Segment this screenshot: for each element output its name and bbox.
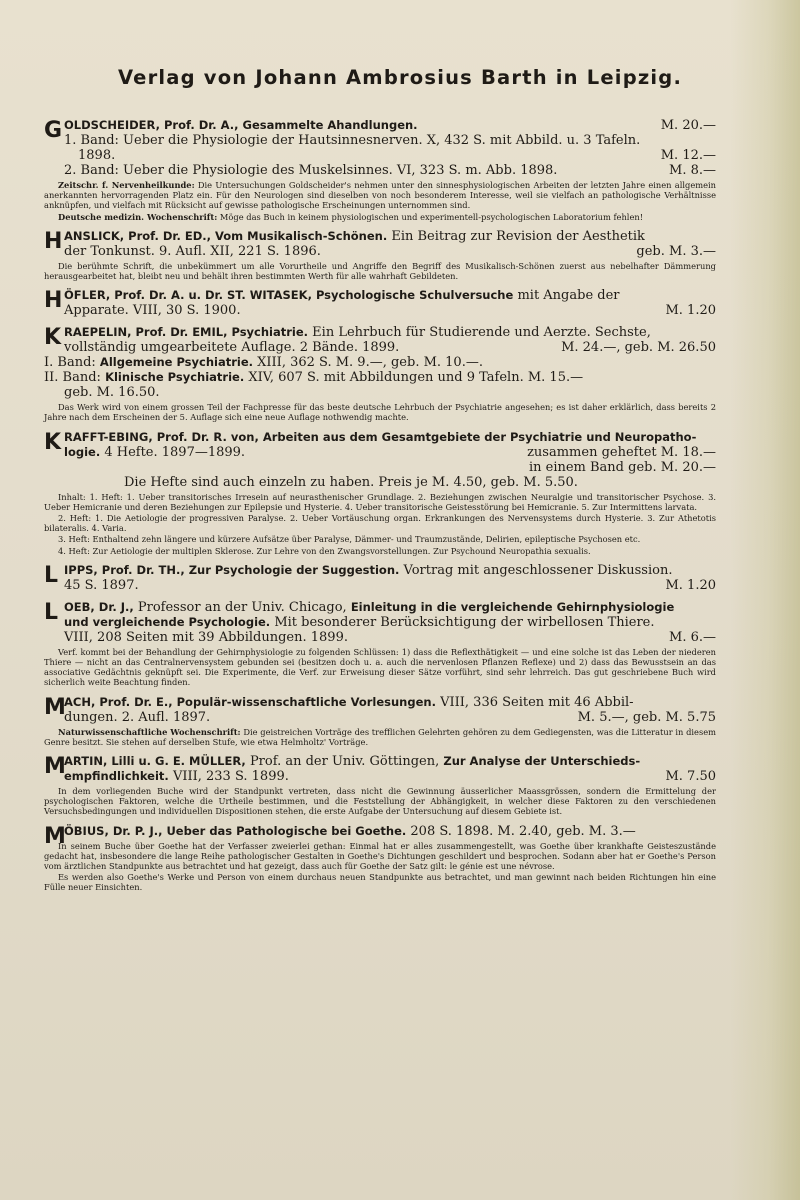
drop-cap: H bbox=[44, 288, 63, 314]
entry-moebius bbox=[44, 824, 716, 893]
entry-details: VIII, 233 S. 1899. bbox=[172, 769, 289, 785]
drop-cap: G bbox=[44, 118, 63, 143]
entry-details: 208 S. 1898. M. 2.40, geb. M. 3.— bbox=[410, 823, 636, 839]
review-body: Es werden also Goethe's Werke und Person von einem durchaus neuen Standpunkte aus betrachtet, und man gewinnt nach beiden Richtungen hin eine Fülle neuer Einsichten. bbox=[44, 872, 716, 893]
entry-price-bound: in einem Band geb. M. 20.— bbox=[528, 459, 716, 475]
volume-price: M. 8.— bbox=[669, 163, 716, 178]
entry-details: 4 Hefte. 1897—1899. bbox=[104, 444, 246, 460]
entry-subtitle: Ein Lehrbuch für Studierende und Aerzte. Sechste, bbox=[312, 325, 651, 341]
contents-item: 1. Heft: 1. Ueber transitorisches Irresein auf neurasthenischer Grundlage. 2. Beziehungen zwischen Neuralgie und transitorischer Psychose. 3. Ueber Hemicranie und deren Beziehungen zur Epilepsie und Hysterie. 4. Ueber transitorische Geistesstörung bei Hemicranie. 5. Zur Intermittens larvata. bbox=[44, 491, 716, 512]
contents-item: 4. Heft: Zur Aetiologie der multiplen Sklerose. Zur Lehre von den Zwangsvorstellungen. Zur Psychound Neuropathia sexualis. bbox=[58, 545, 591, 556]
review-body: Die geistreichen Vorträge des trefflichen Gelehrten gehören zu dem Gediegensten, was die Litteratur in diesem Genre besitzt. Sie stehen auf derselben Stufe, wie etwa Helmholtz' Vorträge. bbox=[44, 726, 716, 747]
drop-cap: M bbox=[44, 694, 66, 720]
drop-cap: H bbox=[44, 228, 63, 254]
entry-kraepelin bbox=[44, 325, 716, 422]
entry-mach bbox=[44, 695, 716, 747]
entry-subtitle: Zur Analyse der Unterschieds- bbox=[443, 754, 641, 769]
entry-title: RAFFT-EBING, Prof. Dr. R. von, Arbeiten aus dem Gesamtgebiete der Psychiatrie und Neuropatho- bbox=[64, 429, 697, 444]
entry-price: geb. M. 3.— bbox=[636, 243, 716, 259]
volume-price: M. 12.— bbox=[660, 148, 716, 163]
entry-details: 45 S. 1897. bbox=[64, 577, 139, 593]
entry-title: ARTIN, Lilli u. G. E. MÜLLER, bbox=[64, 754, 246, 769]
entry-subtitle: mit Angabe der bbox=[517, 288, 620, 304]
review-body: Die berühmte Schrift, die unbekümmert um alle Vorurtheile und Angriffe den Begriff des Musikalisch-Schönen zuerst aus nebelhafter Dämmerung herausgearbeitet hat, bleibt neu und behält ihren bestimmten Werth für alle wahrhaft Gebildeten. bbox=[44, 260, 716, 282]
entry-martin-mueller bbox=[44, 754, 716, 817]
entry-details: der Tonkunst. 9. Aufl. XII, 221 S. 1896. bbox=[64, 243, 321, 259]
publisher-heading: Verlag von Johann Ambrosius Barth in Leipzig. bbox=[117, 66, 683, 89]
entry-loeb bbox=[44, 600, 716, 688]
entry-title: IPPS, Prof. Dr. TH., Zur Psychologie der Suggestion. bbox=[64, 562, 400, 577]
entry-price: M. 1.20 bbox=[665, 303, 716, 319]
entry-price: M. 7.50 bbox=[665, 769, 716, 785]
catalog-list bbox=[44, 118, 716, 900]
entry-title-cont: empfindlichkeit. bbox=[64, 769, 169, 784]
entry-subtitle: Einleitung in die vergleichende Gehirnphysiologie bbox=[350, 599, 675, 614]
volume-price: geb. M. 16.50. bbox=[64, 385, 160, 401]
entry-title: ANSLICK, Prof. Dr. ED., Vom Musikalisch-Schönen. bbox=[64, 228, 388, 243]
review-text bbox=[44, 180, 716, 222]
entry-price: M. 20.— bbox=[660, 118, 716, 133]
volume-label: I. Band: bbox=[44, 355, 96, 371]
drop-cap: K bbox=[44, 325, 62, 351]
volume-label: II. Band: bbox=[44, 370, 101, 386]
contents-label: Inhalt: bbox=[58, 491, 86, 502]
volume-title: Klinische Psychiatrie. bbox=[105, 370, 245, 385]
review-body: Verf. kommt bei der Behandlung der Gehirnphysiologie zu folgenden Schlüssen: 1) dass die Reflexthätigkeit — und eine solche ist das Leben der niederen Thiere — nicht an das Centralnervensystem gebunden sei (besitzen doch u. a. auch die nervenlosen Pflanzen Reflexe) und 2) dass das Bewusstsein an das associative Gedächtnis geknüpft sei. Die Experimente, die Verf. zur Erweisung dieser Sätze vorführt, sind sehr lehrreich. Das gut geschriebene Buch wird sicherlich weite Beachtung finden. bbox=[44, 646, 716, 688]
entry-title: ÖBIUS, Dr. P. J., Ueber das Pathologische bei Goethe. bbox=[64, 823, 407, 838]
entry-title: OLDSCHEIDER, Prof. Dr. A., Gesammelte Ahandlungen. bbox=[64, 118, 418, 132]
entry-hoefler bbox=[44, 288, 716, 318]
entry-price: M. 24.—, geb. M. 26.50 bbox=[561, 340, 716, 356]
entry-subtitle: VIII, 336 Seiten mit 46 Abbil- bbox=[440, 694, 634, 710]
review-source: Naturwissenschaftliche Wochenschrift: bbox=[58, 726, 241, 737]
entry-goldscheider bbox=[44, 118, 716, 222]
entry-price: M. 6.— bbox=[669, 629, 716, 645]
volume-details: XIV, 607 S. mit Abbildungen und 9 Tafeln. M. 15.— bbox=[248, 370, 584, 386]
review-source: Deutsche medizin. Wochenschrift: bbox=[58, 211, 218, 222]
contents-item: 2. Heft: 1. Die Aetiologie der progressiven Paralyse. 2. Ueber Vortäuschung organ. Erkrankungen des Nervensystems durch Hysterie. 3. Zur Athetotis bilateralis. 4. Varia. bbox=[44, 513, 716, 534]
drop-cap: K bbox=[44, 429, 62, 455]
entry-details: Apparate. VIII, 30 S. 1900. bbox=[64, 303, 241, 319]
page-edge-shading bbox=[730, 0, 800, 1200]
review-source: Zeitschr. f. Nervenheilkunde: bbox=[58, 180, 195, 190]
entry-availability: Die Hefte sind auch einzeln zu haben. Preis je M. 4.50, geb. M. 5.50. bbox=[124, 474, 578, 490]
entry-details: dungen. 2. Aufl. 1897. bbox=[64, 709, 211, 725]
entry-title-cont: und vergleichende Psychologie. bbox=[64, 614, 271, 629]
entry-hanslick bbox=[44, 229, 716, 281]
review-body: In dem vorliegenden Buche wird der Standpunkt vertreten, dass nicht die Gewinnung äusserlicher Maassgrössen, sondern die Ermittelung der psychologischen Faktoren, welche die Urtheile bestimmen, und die Feststellung der Abhängigkeit, in welcher diese Faktoren zu den verschiedenen Versuchsbedingungen und individuellen Dispositionen stehen, die erste Aufgabe der Untersuchung auf diesem Gebiete ist. bbox=[44, 786, 716, 817]
entry-title: OEB, Dr. J., bbox=[64, 599, 134, 614]
drop-cap: M bbox=[44, 823, 66, 849]
entry-details: VIII, 208 Seiten mit 39 Abbildungen. 1899. bbox=[64, 629, 348, 645]
drop-cap: M bbox=[44, 754, 66, 780]
entry-title: RAEPELIN, Prof. Dr. EMIL, Psychiatrie. bbox=[64, 325, 309, 340]
volume-line: 1. Band: Ueber die Physiologie der Hautsinnesnerven. X, 432 S. mit Abbild. u. 3 Tafeln. bbox=[64, 133, 641, 148]
entry-title: ACH, Prof. Dr. E., Populär-wissenschaftliche Vorlesungen. bbox=[64, 694, 436, 709]
review-body: Möge das Buch in keinem physiologischen und experimentell-psychologischen Laboratorium fehlen! bbox=[219, 211, 644, 222]
entry-lipps bbox=[44, 563, 716, 593]
volume-title: Allgemeine Psychiatrie. bbox=[99, 355, 254, 370]
review-body: Die Untersuchungen Goldscheider's nehmen unter den sinnesphysiologischen Arbeiten der letzten Jahre einen allgemein anerkannten hervorragenden Platz ein. Für den Neurologen sind dieselben von noch besonderem Interesse, weil sie vielfach an pathologische Verhältnisse anknüpfen, und vielfach mit Rücksicht auf gewisse pathologische Erscheinungen unternommen sind. bbox=[44, 180, 717, 211]
drop-cap: L bbox=[44, 599, 59, 625]
volume-line: 2. Band: Ueber die Physiologie des Muskelsinnes. VI, 323 S. m. Abb. 1898. bbox=[64, 163, 558, 178]
entry-title: ÖFLER, Prof. Dr. A. u. Dr. ST. WITASEK, Psychologische Schulversuche bbox=[64, 288, 514, 303]
entry-subtitle: Ein Beitrag zur Revision der Aesthetik bbox=[391, 228, 645, 244]
entry-subtitle: Vortrag mit angeschlossener Diskussion. bbox=[403, 562, 673, 578]
review-body: Das Werk wird von einem grossen Teil der Fachpresse für das beste deutsche Lehrbuch der Psychiatrie angesehen; es ist daher erklärlich, dass bereits 2 Jahre nach dem Erscheinen der 5. Auflage sich eine neue Auflage nothwendig machte. bbox=[44, 402, 716, 423]
entry-krafft-ebing bbox=[44, 430, 716, 556]
review-body: In seinem Buche über Goethe hat der Verfasser zweierlei gethan: Einmal hat er alles zusammengestellt, was Goethe über krankhafte Geisteszustände gedacht hat, insbesondere die lange Reihe pathologischer Gestalten in Goethe's Dichtungen geschildert und besprochen. Sodann aber hat er Goethe's Person vom ärztlichen Standpunkte aus betrachtet und hat gezeigt, dass auch für Goethe der Satz gilt: le génie est une névrose. bbox=[44, 840, 716, 872]
volume-year: 1898. bbox=[78, 148, 116, 163]
entry-price: zusammen geheftet M. 18.— bbox=[527, 444, 716, 460]
volume-details: XIII, 362 S. M. 9.—, geb. M. 10.—. bbox=[257, 355, 483, 371]
entry-price: M. 5.—, geb. M. 5.75 bbox=[577, 709, 716, 725]
entry-affiliation: Professor an der Univ. Chicago, bbox=[137, 599, 347, 615]
drop-cap: L bbox=[44, 562, 59, 588]
entry-details: vollständig umgearbeitete Auflage. 2 Bände. 1899. bbox=[64, 340, 400, 356]
entry-details: Mit besonderer Berücksichtigung der wirbellosen Thiere. bbox=[274, 614, 655, 630]
entry-title-cont: logie. bbox=[64, 444, 101, 459]
entry-price: M. 1.20 bbox=[665, 577, 716, 593]
contents-item: 3. Heft: Enthaltend zehn längere und kürzere Aufsätze über Paralyse, Dämmer- und Traumzustände, Delirien, epileptische Psychosen etc. bbox=[58, 534, 641, 545]
entry-affiliation: Prof. an der Univ. Göttingen, bbox=[249, 754, 440, 770]
